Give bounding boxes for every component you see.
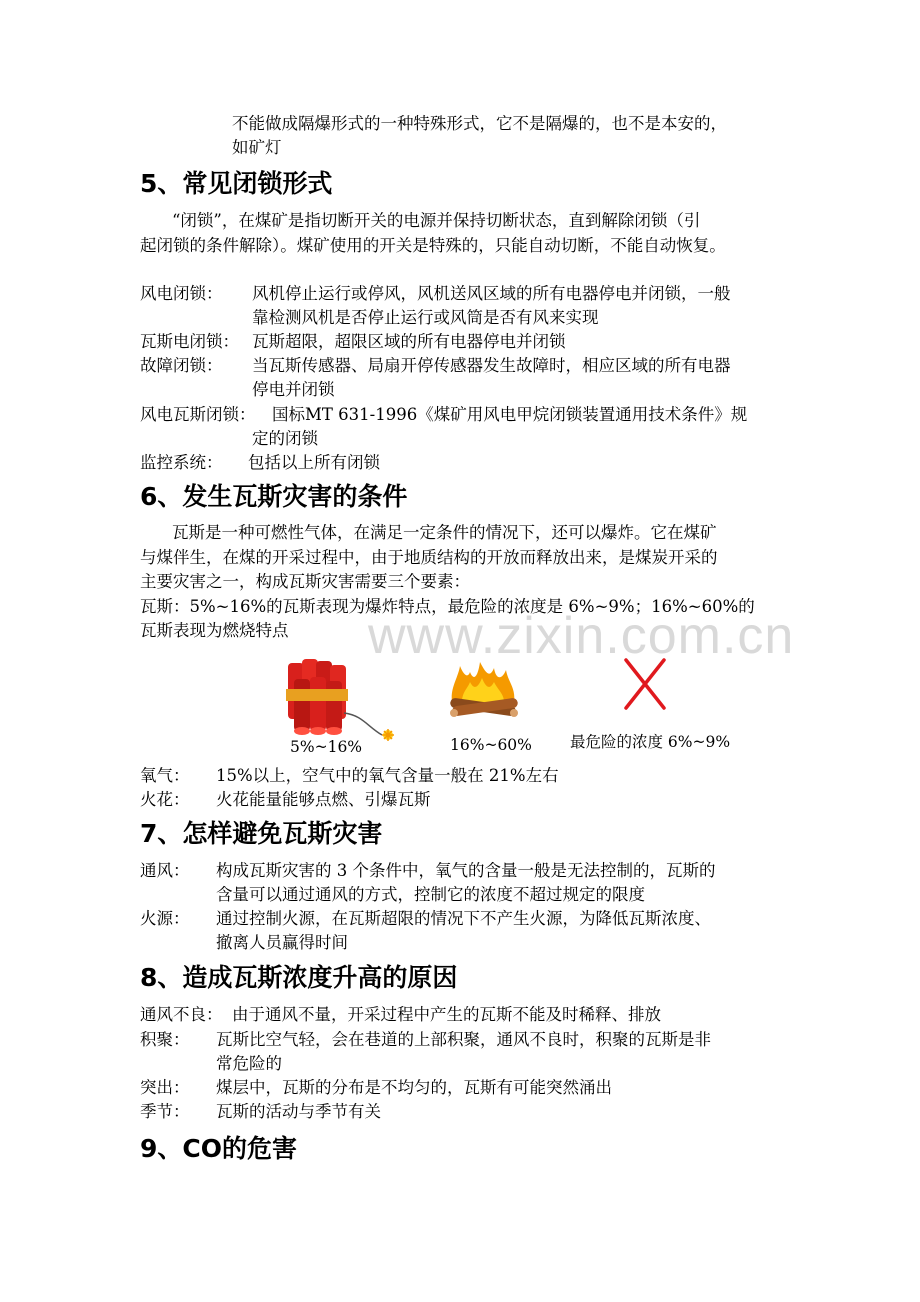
section-7-heading: 7、怎样避免瓦斯灾害 <box>140 819 383 848</box>
cause-text: 常危险的 <box>216 1054 282 1073</box>
cause-text: 煤层中，瓦斯的分布是不均匀的，瓦斯有可能突然涌出 <box>216 1078 612 1097</box>
cause-label: 季节： <box>140 1102 190 1121</box>
lock-text: 靠检测风机是否停止运行或风筒是否有风来实现 <box>252 308 599 327</box>
section-6-para-line-1: 瓦斯是一种可燃性气体，在满足一定条件的情况下，还可以爆炸。它在煤矿 <box>172 523 717 542</box>
campfire-icon <box>446 658 522 722</box>
section-5-heading: 5、常见闭锁形式 <box>140 169 333 198</box>
caption-fire: 16%~60% <box>450 736 532 754</box>
lock-text: 当瓦斯传感器、局扇开停传感器发生故障时，相应区域的所有电器 <box>252 356 731 375</box>
cause-text: 瓦斯的活动与季节有关 <box>216 1102 381 1121</box>
dynamite-icon <box>282 655 404 745</box>
lock-text: 国标MT 631-1996《煤矿用风电甲烷闭锁装置通用技术条件》规 <box>272 405 748 424</box>
avoid-text: 撤离人员赢得时间 <box>216 933 348 952</box>
spark-label: 火花： <box>140 790 190 809</box>
lock-text: 停电并闭锁 <box>252 380 335 399</box>
avoid-label: 火源： <box>140 909 190 928</box>
section-9-heading: 9、CO的危害 <box>140 1134 297 1163</box>
section-5-para-line-2: 起闭锁的条件解除）。煤矿使用的开关是特殊的，只能自动切断，不能自动恢复。 <box>140 236 726 255</box>
lock-text: 包括以上所有闭锁 <box>248 453 380 472</box>
avoid-text: 通过控制火源，在瓦斯超限的情况下不产生火源，为降低瓦斯浓度、 <box>216 909 711 928</box>
lock-label: 瓦斯电闭锁： <box>140 332 239 351</box>
red-cross-icon <box>622 656 668 712</box>
section-5-para-line-1: “闭锁”，在煤矿是指切断开关的电源并保持切断状态，直到解除闭锁（引 <box>172 211 701 230</box>
section-8-heading: 8、造成瓦斯浓度升高的原因 <box>140 963 458 992</box>
section-6-para-line-3: 主要灾害之一，构成瓦斯灾害需要三个要素： <box>140 572 470 591</box>
lock-text: 风机停止运行或停风，风机送风区域的所有电器停电并闭锁，一般 <box>252 284 731 303</box>
lock-text: 定的闭锁 <box>252 429 318 448</box>
caption-cross: 最危险的浓度 6%~9% <box>570 733 731 751</box>
intro-line-1: 不能做成隔爆形式的一种特殊形式，它不是隔爆的，也不是本安的， <box>232 114 727 133</box>
spark-text: 火花能量能够点燃、引爆瓦斯 <box>216 790 431 809</box>
gas-line-2: 瓦斯表现为燃烧特点 <box>140 621 289 640</box>
lock-text: 瓦斯超限，超限区域的所有电器停电并闭锁 <box>252 332 566 351</box>
watermark: www.zixin.com.cn <box>368 607 795 665</box>
cause-text: 瓦斯比空气轻，会在巷道的上部积聚，通风不良时，积聚的瓦斯是非 <box>216 1030 711 1049</box>
avoid-text: 构成瓦斯灾害的 3 个条件中，氧气的含量一般是无法控制的，瓦斯的 <box>216 861 716 880</box>
lock-label: 风电闭锁： <box>140 284 223 303</box>
intro-line-2: 如矿灯 <box>232 138 282 157</box>
section-6-heading: 6、发生瓦斯灾害的条件 <box>140 482 408 511</box>
lock-label: 监控系统： <box>140 453 223 472</box>
lock-label: 故障闭锁： <box>140 356 223 375</box>
avoid-label: 通风： <box>140 861 190 880</box>
gas-line-1: 瓦斯：5%~16%的瓦斯表现为爆炸特点，最危险的浓度是 6%~9%；16%~60%的 <box>140 597 755 616</box>
section-6-para-line-2: 与煤伴生，在煤的开采过程中，由于地质结构的开放而释放出来，是煤炭开采的 <box>140 548 718 567</box>
cause-label: 突出： <box>140 1078 190 1097</box>
cause-text: 由于通风不量，开采过程中产生的瓦斯不能及时稀释、排放 <box>232 1005 661 1024</box>
oxygen-label: 氧气： <box>140 766 190 785</box>
caption-dynamite: 5%~16% <box>290 738 363 756</box>
lock-label: 风电瓦斯闭锁： <box>140 405 256 424</box>
cause-label: 积聚： <box>140 1030 190 1049</box>
avoid-text: 含量可以通过通风的方式，控制它的浓度不超过规定的限度 <box>216 885 645 904</box>
cause-label: 通风不良： <box>140 1005 223 1024</box>
oxygen-text: 15%以上，空气中的氧气含量一般在 21%左右 <box>216 766 559 785</box>
